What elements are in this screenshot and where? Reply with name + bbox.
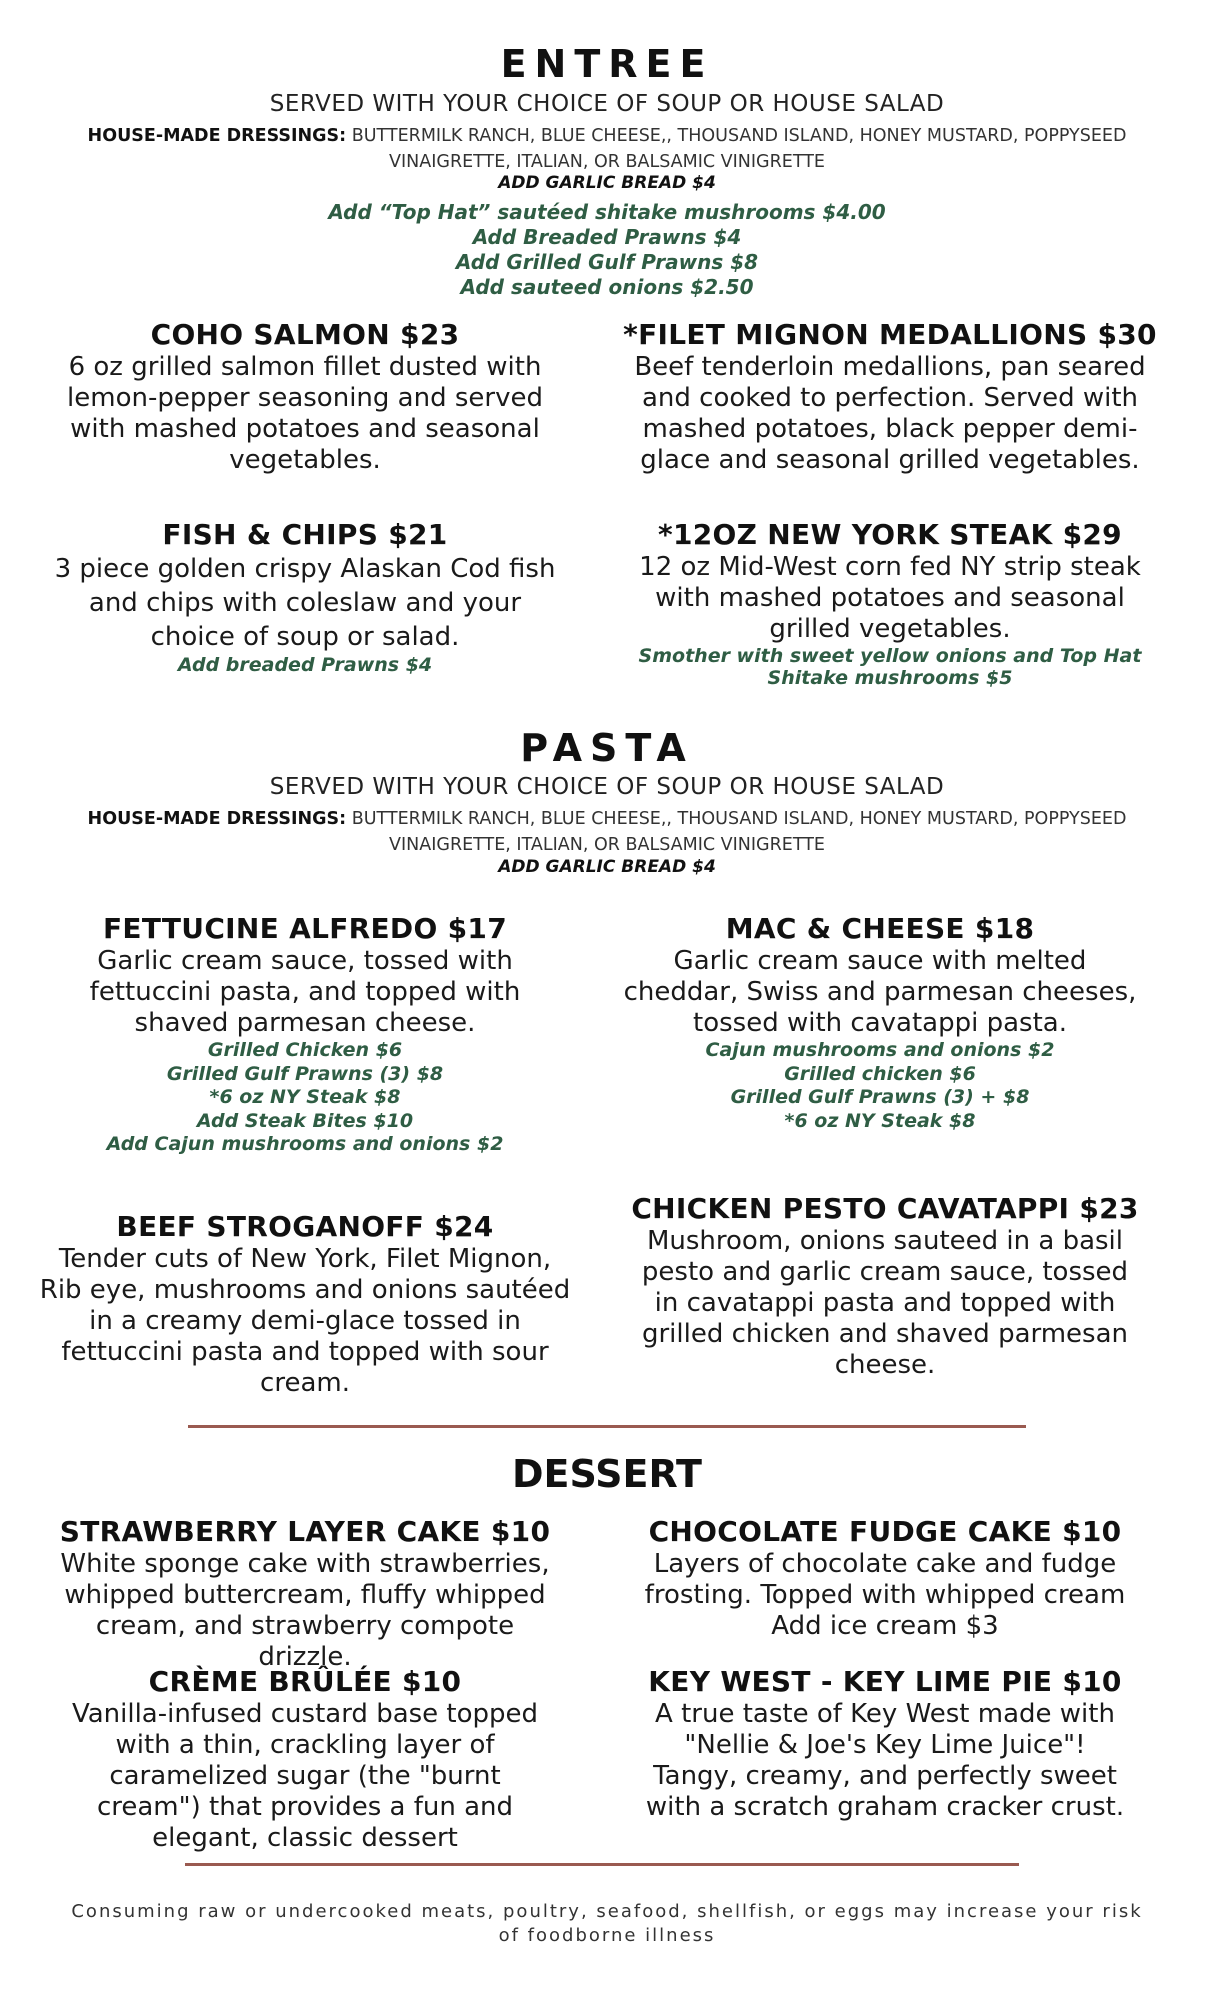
item-addon: Add Steak Bites $10 xyxy=(196,1109,414,1132)
menu-item-mac-cheese xyxy=(620,912,1140,1133)
item-name: *12OZ NEW YORK STEAK $29 xyxy=(658,518,1122,551)
item-name: CHOCOLATE FUDGE CAKE $10 xyxy=(648,1515,1122,1548)
item-desc: 3 piece golden crispy Alaskan Cod fish and chips with coleslaw and your choice of soup or salad. xyxy=(54,554,556,652)
item-addon: *6 oz NY Steak $8 xyxy=(209,1086,401,1108)
dessert-title: DESSERT xyxy=(512,1452,702,1496)
item-name: CRÈME BRÛLÉE $10 xyxy=(148,1665,462,1698)
dressings-text: BUTTERMILK RANCH, BLUE CHEESE,, THOUSAND ISLAND, HONEY MUSTARD, POPPYSEED VINAIGRETTE, ITALIAN, OR BALSAMIC VINIGRETTE xyxy=(351,809,1127,855)
menu-item-chicken-pesto xyxy=(630,1192,1140,1381)
item-name: STRAWBERRY LAYER CAKE $10 xyxy=(59,1515,551,1548)
item-addon: *6 oz NY Steak $8 xyxy=(784,1109,976,1132)
item-desc: Garlic cream sauce, tossed with fettuccini pasta, and topped with shaved parmesan cheese. xyxy=(89,946,521,1038)
pasta-garlic-bread: ADD GARLIC BREAD $4 xyxy=(498,857,716,877)
dressings-text: BUTTERMILK RANCH, BLUE CHEESE,, THOUSAND ISLAND, HONEY MUSTARD, POPPYSEED VINAIGRETTE, ITALIAN, OR BALSAMIC VINIGRETTE xyxy=(351,126,1127,172)
pasta-dressings xyxy=(60,806,1154,858)
item-addon: Smother with sweet yellow onions and Top Hat Shitake mushrooms $5 xyxy=(638,645,1142,689)
menu-item-coho-salmon xyxy=(40,318,570,476)
item-desc: Tender cuts of New York, Filet Mignon, Rib eye, mushrooms and onions sautéed in a creamy demi-glace tossed in fettuccini pasta and topped with sour cream. xyxy=(39,1244,571,1398)
item-name: KEY WEST - KEY LIME PIE $10 xyxy=(648,1665,1122,1698)
dressings-label: HOUSE-MADE DRESSINGS: xyxy=(87,126,347,146)
menu-item-fish-chips xyxy=(50,518,560,678)
item-addon: Grilled Gulf Prawns (3) + $8 xyxy=(730,1086,1030,1108)
menu-item-key-lime-pie xyxy=(640,1665,1130,1823)
divider xyxy=(185,1863,1019,1866)
item-name: FISH & CHIPS $21 xyxy=(162,518,448,551)
item-name: FETTUCINE ALFREDO $17 xyxy=(103,912,507,945)
entree-addons xyxy=(0,200,1214,300)
dressings-label: HOUSE-MADE DRESSINGS: xyxy=(87,809,347,829)
menu-item-creme-brulee xyxy=(60,1665,550,1854)
entree-title: ENTREE xyxy=(500,42,714,86)
item-desc: Beef tenderloin medallions, pan seared and cooked to perfection. Served with mashed potatoes, black pepper demi-glace and seasonal grilled vegetables. xyxy=(634,352,1146,475)
item-name: MAC & CHEESE $18 xyxy=(725,912,1035,945)
entree-dressings xyxy=(60,123,1154,175)
item-desc: 6 oz grilled salmon fillet dusted with lemon-pepper seasoning and served with mashed potatoes and seasonal vegetables. xyxy=(67,352,543,475)
item-addon: Grilled chicken $6 xyxy=(784,1062,976,1085)
menu-item-fettucine-alfredo xyxy=(60,912,550,1157)
item-desc: Layers of chocolate cake and fudge frosting. Topped with whipped cream Add ice cream $3 xyxy=(644,1549,1126,1641)
addon-line: Add sauteed onions $2.50 xyxy=(460,275,754,299)
item-name: CHICKEN PESTO CAVATAPPI $23 xyxy=(631,1192,1139,1225)
item-addon: Add Cajun mushrooms and onions $2 xyxy=(106,1133,504,1155)
entree-subtitle: SERVED WITH YOUR CHOICE OF SOUP OR HOUSE SALAD xyxy=(269,91,945,117)
menu-item-strawberry-cake xyxy=(50,1515,560,1673)
item-addon: Grilled Chicken $6 xyxy=(207,1039,403,1061)
item-name: BEEF STROGANOFF $24 xyxy=(116,1210,494,1243)
item-addon: Add breaded Prawns $4 xyxy=(177,654,433,676)
pasta-title: PASTA xyxy=(520,726,694,770)
item-desc: 12 oz Mid-West corn fed NY strip steak with mashed potatoes and seasonal grilled vegetables. xyxy=(639,552,1141,644)
menu-item-beef-stroganoff xyxy=(35,1210,575,1399)
menu-item-ny-steak xyxy=(620,518,1160,689)
item-desc: White sponge cake with strawberries, whipped buttercream, fluffy whipped cream, and strawberry compote drizzle. xyxy=(60,1549,550,1672)
entree-garlic-bread: ADD GARLIC BREAD $4 xyxy=(498,173,716,193)
item-desc: Mushroom, onions sauteed in a basil pesto and garlic cream sauce, tossed in cavatappi pasta and topped with grilled chicken and shaved parmesan cheese. xyxy=(641,1226,1129,1380)
food-safety-disclaimer: Consuming raw or undercooked meats, poultry, seafood, shellfish, or eggs may increase your risk of foodborne illness xyxy=(71,1901,1143,1946)
addon-line: Add Grilled Gulf Prawns $8 xyxy=(455,250,759,274)
addon-line: Add Breaded Prawns $4 xyxy=(472,225,742,249)
pasta-subtitle: SERVED WITH YOUR CHOICE OF SOUP OR HOUSE SALAD xyxy=(269,774,945,800)
item-addon: Grilled Gulf Prawns (3) $8 xyxy=(166,1062,444,1085)
item-addon: Cajun mushrooms and onions $2 xyxy=(705,1039,1055,1061)
divider xyxy=(188,1425,1026,1428)
menu-item-chocolate-fudge-cake xyxy=(630,1515,1140,1642)
item-name: COHO SALMON $23 xyxy=(150,318,460,351)
addon-line: Add “Top Hat” sautéed shitake mushrooms $4.00 xyxy=(328,200,886,224)
item-desc: Garlic cream sauce with melted cheddar, Swiss and parmesan cheeses, tossed with cavatappi pasta. xyxy=(623,946,1137,1038)
item-desc: A true taste of Key West made with "Nellie & Joe's Key Lime Juice"! Tangy, creamy, and perfectly sweet with a scratch graham cracker crust. xyxy=(645,1699,1125,1822)
item-name: *FILET MIGNON MEDALLIONS $30 xyxy=(623,318,1157,351)
menu-item-filet-mignon xyxy=(610,318,1170,476)
item-desc: Vanilla-infused custard base topped with a thin, crackling layer of caramelized sugar (the "burnt cream") that provides a fun and elegant, classic dessert xyxy=(71,1699,539,1853)
